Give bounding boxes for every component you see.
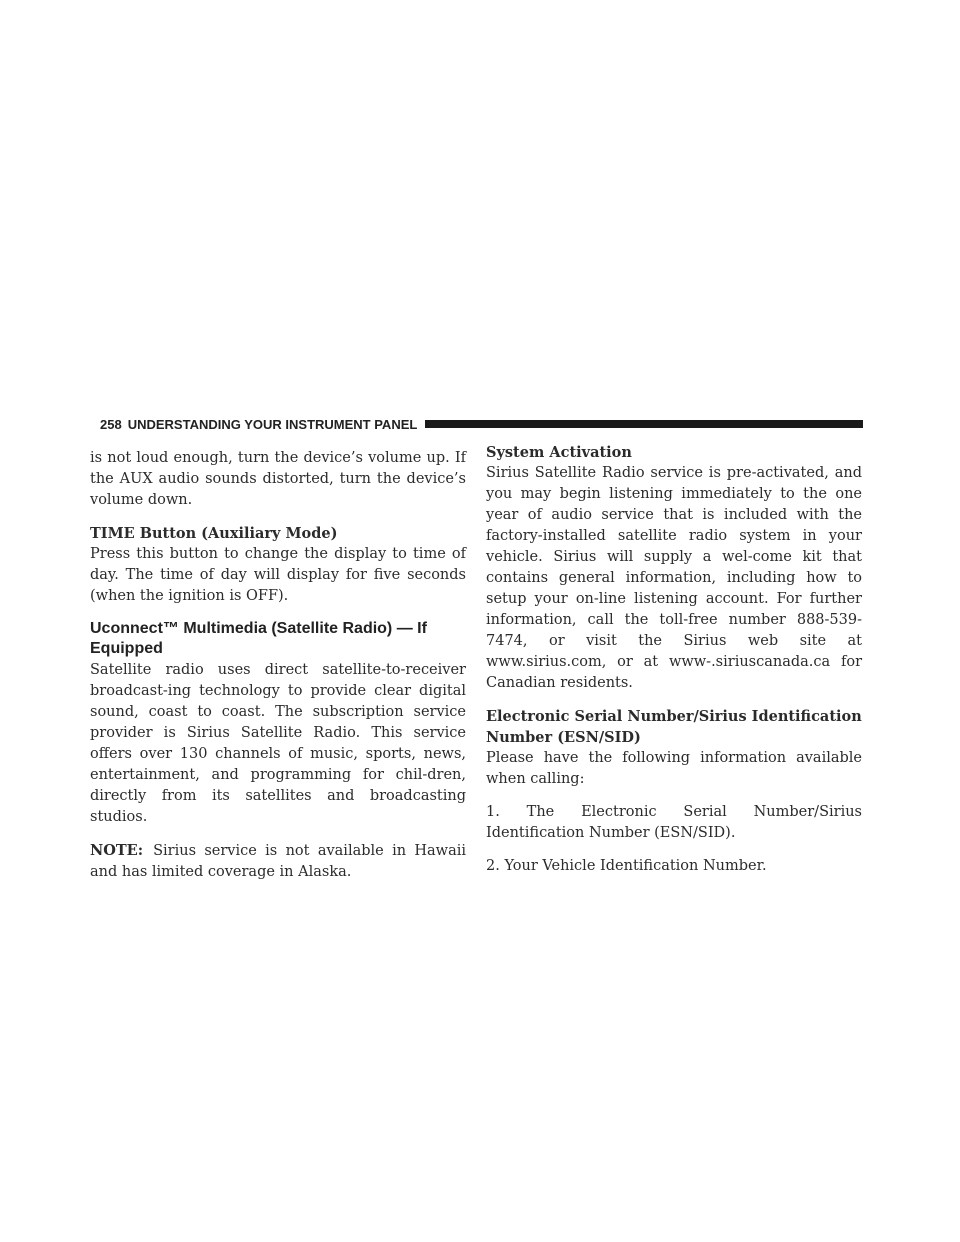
intro-paragraph: is not loud enough, turn the device’s volume up. If the AUX audio sounds distorted, turn the device’s volume down. [90, 450, 466, 508]
note-text: Sirius service is not available in Hawaii and has limited coverage in Alaska. [90, 843, 466, 880]
activation-paragraph: Sirius Satellite Radio service is pre-activated, and you may begin listening immediately to the one year of audio service that is included with the factory-installed satellite radio system in your vehicle. Sirius will supply a wel-come kit that contains general information, including how to setup your on-line listening account. For further information, call the toll-free number 888-539-7474, or visit the Sirius web site at www.sirius.com, or at www-.siriuscanada.ca for Canadian residents. [486, 465, 862, 691]
left-column [90, 448, 466, 895]
time-button-paragraph: Press this button to change the display to time of day. The time of day will display for five seconds (when the ignition is OFF). [90, 546, 466, 604]
header-rule [425, 420, 863, 428]
note-paragraph [90, 840, 466, 883]
list-item: 2. Your Vehicle Identification Number. [486, 858, 767, 874]
esn-paragraph: Please have the following information available when calling: [486, 750, 862, 787]
note-label: NOTE: [90, 842, 144, 859]
page-number: 258 [100, 416, 122, 432]
activation-heading: System Activation [486, 444, 632, 461]
section-title: UNDERSTANDING YOUR INSTRUMENT PANEL [127, 416, 418, 432]
uconnect-paragraph: Satellite radio uses direct satellite-to-receiver broadcast-ing technology to provide clear digital sound, coast to coast. The subscription service provider is Sirius Satellite Radio. This service offers over 130 channels of music, sports, news, entertainment, and programming for chil-dren, directly from its satellites and broadcasting studios. [90, 662, 466, 825]
time-button-heading: TIME Button (Auxiliary Mode) [90, 525, 338, 542]
list-item: 1. The Electronic Serial Number/Sirius Identification Number (ESN/SID). [486, 804, 862, 841]
uconnect-heading: Uconnect™ Multimedia (Satellite Radio) — If Equipped [90, 620, 427, 657]
page-header [100, 416, 863, 432]
esn-heading: Electronic Serial Number/Sirius Identification Number (ESN/SID) [486, 708, 862, 746]
right-column [486, 442, 862, 889]
